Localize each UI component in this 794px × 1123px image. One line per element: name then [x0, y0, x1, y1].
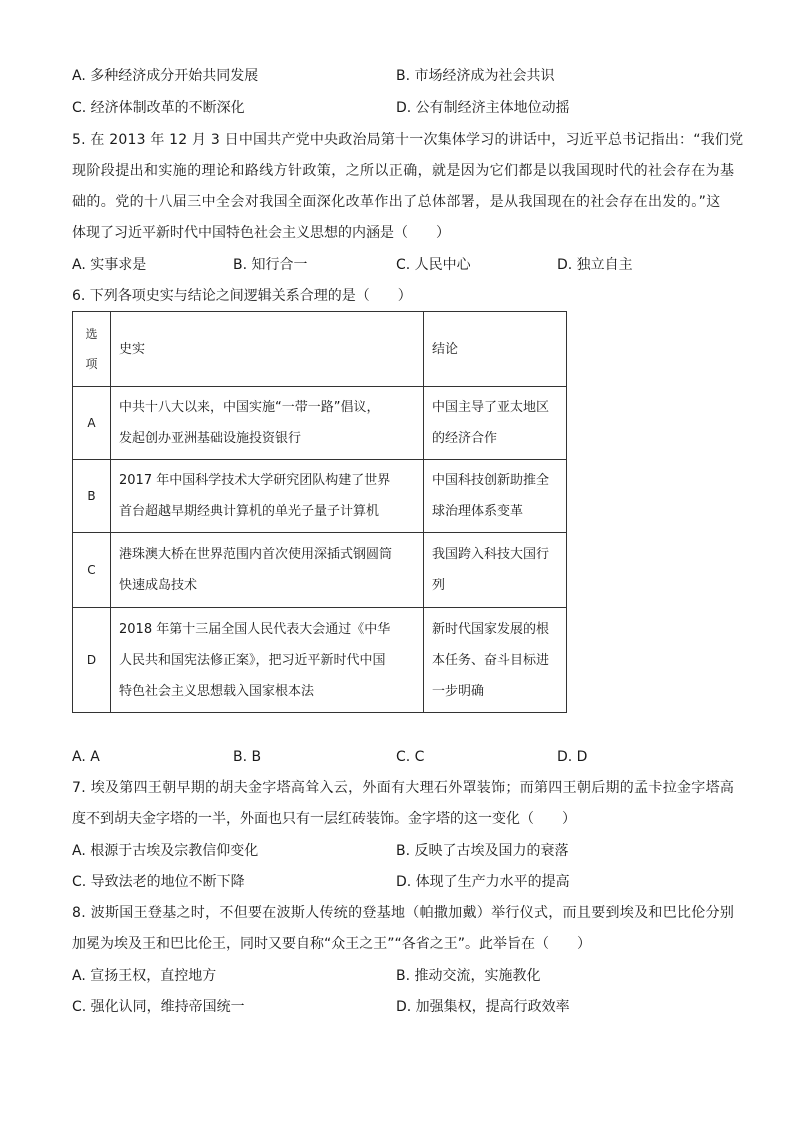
q4-option-a: A. 多种经济成分开始共同发展 [72, 68, 259, 84]
q5-stem-line-4: 体现了习近平新时代中国特色社会主义思想的内涵是（ ） [72, 225, 450, 241]
q6-option-c: C. C [396, 749, 425, 765]
q6-header-fact: 史实 [111, 312, 424, 387]
table-row [73, 460, 567, 533]
q5-stem-line-1: 5. 在 2013 年 12 月 3 日中国共产党中央政治局第十一次集体学习的讲话中，习近平总书记指出：“我们党 [72, 132, 744, 148]
table-row [73, 533, 567, 608]
q6-row-label: D [73, 608, 111, 713]
q8-option-c: C. 强化认同，维持帝国统一 [72, 999, 245, 1015]
q6-table [72, 311, 567, 713]
q6-row-fact: 港珠澳大桥在世界范围内首次使用深插式钢圆筒 快速成岛技术 [111, 533, 424, 608]
q6-option-a: A. A [72, 749, 100, 765]
q6-row-label: A [73, 387, 111, 460]
q7-option-d: D. 体现了生产力水平的提高 [396, 874, 570, 890]
q7-stem-line-2: 度不到胡夫金字塔的一半，外面也只有一层红砖装饰。金字塔的这一变化（ ） [72, 811, 576, 827]
q6-row-conclusion: 我国跨入科技大国行 列 [424, 533, 567, 608]
q6-stem: 6. 下列各项史实与结论之间逻辑关系合理的是（ ） [72, 288, 412, 304]
q6-header-conclusion: 结论 [424, 312, 567, 387]
q6-row-conclusion: 中国主导了亚太地区 的经济合作 [424, 387, 567, 460]
q7-option-a: A. 根源于古埃及宗教信仰变化 [72, 843, 259, 859]
q5-option-d: D. 独立自主 [557, 257, 633, 273]
q6-row-fact: 2018 年第十三届全国人民代表大会通过《中华 人民共和国宪法修正案》，把习近平新时代中国 特色社会主义思想载入国家根本法 [111, 608, 424, 713]
q5-stem-line-3: 础的。党的十八届三中全会对我国全面深化改革作出了总体部署，是从我国现在的社会存在出发的。”这 [72, 194, 721, 210]
q7-option-c: C. 导致法老的地位不断下降 [72, 874, 245, 890]
q8-option-d: D. 加强集权，提高行政效率 [396, 999, 570, 1015]
q6-row-fact: 2017 年中国科学技术大学研究团队构建了世界 首台超越早期经典计算机的单光子量子计算机 [111, 460, 424, 533]
q6-row-conclusion: 中国科技创新助推全 球治理体系变革 [424, 460, 567, 533]
q6-row-fact: 中共十八大以来，中国实施“一带一路”倡议， 发起创办亚洲基础设施投资银行 [111, 387, 424, 460]
table-row [73, 608, 567, 713]
q8-stem-line-2: 加冕为埃及王和巴比伦王，同时又要自称“众王之王”“各省之王”。此举旨在（ ） [72, 936, 592, 952]
q5-option-b: B. 知行合一 [233, 257, 308, 273]
q6-table-header [73, 312, 567, 387]
q6-row-label: B [73, 460, 111, 533]
q4-option-d: D. 公有制经济主体地位动摇 [396, 100, 570, 116]
q8-option-b: B. 推动交流，实施教化 [396, 968, 541, 984]
table-row [73, 387, 567, 460]
q6-option-b: B. B [233, 749, 262, 765]
q6-row-label: C [73, 533, 111, 608]
q8-option-a: A. 宣扬王权，直控地方 [72, 968, 217, 984]
q6-row-conclusion: 新时代国家发展的根 本任务、奋斗目标进 一步明确 [424, 608, 567, 713]
q6-header-option: 选 项 [73, 312, 111, 387]
q6-option-d: D. D [557, 749, 588, 765]
q5-option-c: C. 人民中心 [396, 257, 471, 273]
q5-option-a: A. 实事求是 [72, 257, 147, 273]
q5-stem-line-2: 现阶段提出和实施的理论和路线方针政策，之所以正确，就是因为它们都是以我国现时代的社会存在为基 [72, 163, 735, 179]
q4-option-c: C. 经济体制改革的不断深化 [72, 100, 245, 116]
q4-option-b: B. 市场经济成为社会共识 [396, 68, 555, 84]
q7-option-b: B. 反映了古埃及国力的衰落 [396, 843, 569, 859]
q7-stem-line-1: 7. 埃及第四王朝早期的胡夫金字塔高耸入云，外面有大理石外罩装饰；而第四王朝后期的孟卡拉金字塔高 [72, 780, 735, 796]
q8-stem-line-1: 8. 波斯国王登基之时，不但要在波斯人传统的登基地（帕撒加戴）举行仪式，而且要到埃及和巴比伦分别 [72, 905, 735, 921]
